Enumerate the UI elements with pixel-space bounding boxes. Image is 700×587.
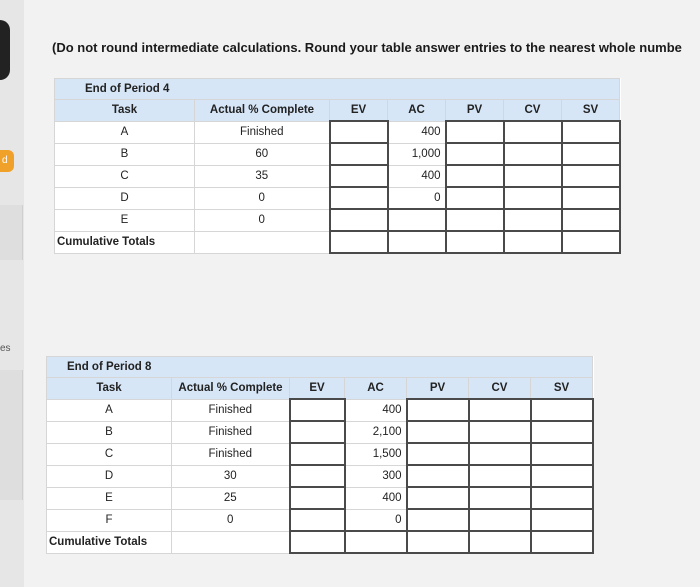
sv-input[interactable] xyxy=(562,121,620,143)
actual-complete-header: Actual % Complete xyxy=(195,100,330,122)
sv-total-input[interactable] xyxy=(531,531,593,553)
empty-cell xyxy=(172,531,290,553)
task-cell: E xyxy=(55,209,195,231)
ac-cell: 1,500 xyxy=(345,443,407,465)
task-header: Task xyxy=(55,100,195,122)
actual-cell: 0 xyxy=(195,209,330,231)
actual-cell: Finished xyxy=(195,121,330,143)
cv-input[interactable] xyxy=(469,399,531,421)
ev-header: EV xyxy=(290,378,345,400)
ev-input[interactable] xyxy=(290,399,345,421)
ev-total-input[interactable] xyxy=(330,231,388,253)
table-row xyxy=(55,121,620,143)
pv-input[interactable] xyxy=(407,487,469,509)
actual-cell: Finished xyxy=(172,421,290,443)
table-row xyxy=(47,399,593,421)
ev-input[interactable] xyxy=(330,143,388,165)
table-row xyxy=(47,487,593,509)
task-cell: C xyxy=(47,443,172,465)
sv-input[interactable] xyxy=(531,399,593,421)
pv-input[interactable] xyxy=(407,421,469,443)
pv-input[interactable] xyxy=(407,465,469,487)
actual-cell: 0 xyxy=(195,187,330,209)
sv-total-input[interactable] xyxy=(562,231,620,253)
table-row xyxy=(47,465,593,487)
table-row xyxy=(47,443,593,465)
pv-header: PV xyxy=(407,378,469,400)
task-cell: F xyxy=(47,509,172,531)
task-cell: D xyxy=(47,465,172,487)
empty-cell xyxy=(195,231,330,253)
sv-input[interactable] xyxy=(562,143,620,165)
table-row xyxy=(47,509,593,531)
cumulative-totals-label: Cumulative Totals xyxy=(47,531,172,553)
cv-input[interactable] xyxy=(504,209,562,231)
actual-cell: 60 xyxy=(195,143,330,165)
ac-header: AC xyxy=(388,100,446,122)
pv-input[interactable] xyxy=(446,187,504,209)
ac-cell: 400 xyxy=(345,399,407,421)
pv-header: PV xyxy=(446,100,504,122)
pv-input[interactable] xyxy=(446,121,504,143)
sv-input[interactable] xyxy=(562,209,620,231)
pv-total-input[interactable] xyxy=(407,531,469,553)
cv-input[interactable] xyxy=(504,165,562,187)
table-row xyxy=(55,143,620,165)
task-cell: D xyxy=(55,187,195,209)
sv-input[interactable] xyxy=(531,487,593,509)
actual-cell: 35 xyxy=(195,165,330,187)
sv-header: SV xyxy=(562,100,620,122)
actual-cell: 30 xyxy=(172,465,290,487)
sv-input[interactable] xyxy=(562,165,620,187)
actual-cell: Finished xyxy=(172,443,290,465)
pv-input[interactable] xyxy=(446,209,504,231)
pv-total-input[interactable] xyxy=(446,231,504,253)
period-8-table xyxy=(46,356,594,554)
actual-complete-header: Actual % Complete xyxy=(172,378,290,400)
ac-cell: 0 xyxy=(388,187,446,209)
cv-total-input[interactable] xyxy=(504,231,562,253)
totals-row xyxy=(47,531,593,553)
ac-input[interactable] xyxy=(388,209,446,231)
ev-input[interactable] xyxy=(290,487,345,509)
ac-cell: 2,100 xyxy=(345,421,407,443)
table-row xyxy=(47,421,593,443)
ac-total-input[interactable] xyxy=(388,231,446,253)
cv-header: CV xyxy=(469,378,531,400)
totals-row xyxy=(55,231,620,253)
sv-input[interactable] xyxy=(531,443,593,465)
table-row xyxy=(55,209,620,231)
pv-input[interactable] xyxy=(407,509,469,531)
task-cell: C xyxy=(55,165,195,187)
pv-input[interactable] xyxy=(446,143,504,165)
actual-cell: Finished xyxy=(172,399,290,421)
cv-total-input[interactable] xyxy=(469,531,531,553)
table-row xyxy=(55,187,620,209)
period-4-label: End of Period 4 xyxy=(55,79,620,100)
pv-input[interactable] xyxy=(446,165,504,187)
ev-input[interactable] xyxy=(330,121,388,143)
task-cell: B xyxy=(47,421,172,443)
instruction-text: (Do not round intermediate calculations. Round your table answer entries to the nearest whole numbe xyxy=(52,40,682,55)
ev-header: EV xyxy=(330,100,388,122)
ev-input[interactable] xyxy=(330,187,388,209)
cv-input[interactable] xyxy=(469,465,531,487)
ev-input[interactable] xyxy=(290,465,345,487)
pv-input[interactable] xyxy=(407,399,469,421)
left-edge-blob xyxy=(0,20,10,80)
ac-cell: 400 xyxy=(388,121,446,143)
ev-input[interactable] xyxy=(330,209,388,231)
sv-input[interactable] xyxy=(531,421,593,443)
ev-input[interactable] xyxy=(330,165,388,187)
sv-input[interactable] xyxy=(562,187,620,209)
sv-input[interactable] xyxy=(531,509,593,531)
actual-cell: 25 xyxy=(172,487,290,509)
ac-cell: 400 xyxy=(345,487,407,509)
task-header: Task xyxy=(47,378,172,400)
cv-input[interactable] xyxy=(469,487,531,509)
ac-total-input[interactable] xyxy=(345,531,407,553)
side-panel xyxy=(0,205,23,260)
ac-cell: 0 xyxy=(345,509,407,531)
side-text: es xyxy=(0,343,11,354)
ev-input[interactable] xyxy=(290,443,345,465)
ev-input[interactable] xyxy=(290,509,345,531)
task-cell: A xyxy=(55,121,195,143)
task-cell: B xyxy=(55,143,195,165)
sv-header: SV xyxy=(531,378,593,400)
period-8-label: End of Period 8 xyxy=(47,357,593,378)
cv-input[interactable] xyxy=(504,187,562,209)
side-panel-2 xyxy=(0,370,23,500)
ac-cell: 400 xyxy=(388,165,446,187)
ev-total-input[interactable] xyxy=(290,531,345,553)
period-4-table xyxy=(54,78,621,254)
task-cell: E xyxy=(47,487,172,509)
cv-input[interactable] xyxy=(469,443,531,465)
ac-cell: 300 xyxy=(345,465,407,487)
cv-input[interactable] xyxy=(469,509,531,531)
pv-input[interactable] xyxy=(407,443,469,465)
task-cell: A xyxy=(47,399,172,421)
side-tab[interactable]: d xyxy=(0,150,14,172)
cv-header: CV xyxy=(504,100,562,122)
cv-input[interactable] xyxy=(469,421,531,443)
cumulative-totals-label: Cumulative Totals xyxy=(55,231,195,253)
actual-cell: 0 xyxy=(172,509,290,531)
ac-header: AC xyxy=(345,378,407,400)
ev-input[interactable] xyxy=(290,421,345,443)
cv-input[interactable] xyxy=(504,143,562,165)
ac-cell: 1,000 xyxy=(388,143,446,165)
sv-input[interactable] xyxy=(531,465,593,487)
cv-input[interactable] xyxy=(504,121,562,143)
table-row xyxy=(55,165,620,187)
